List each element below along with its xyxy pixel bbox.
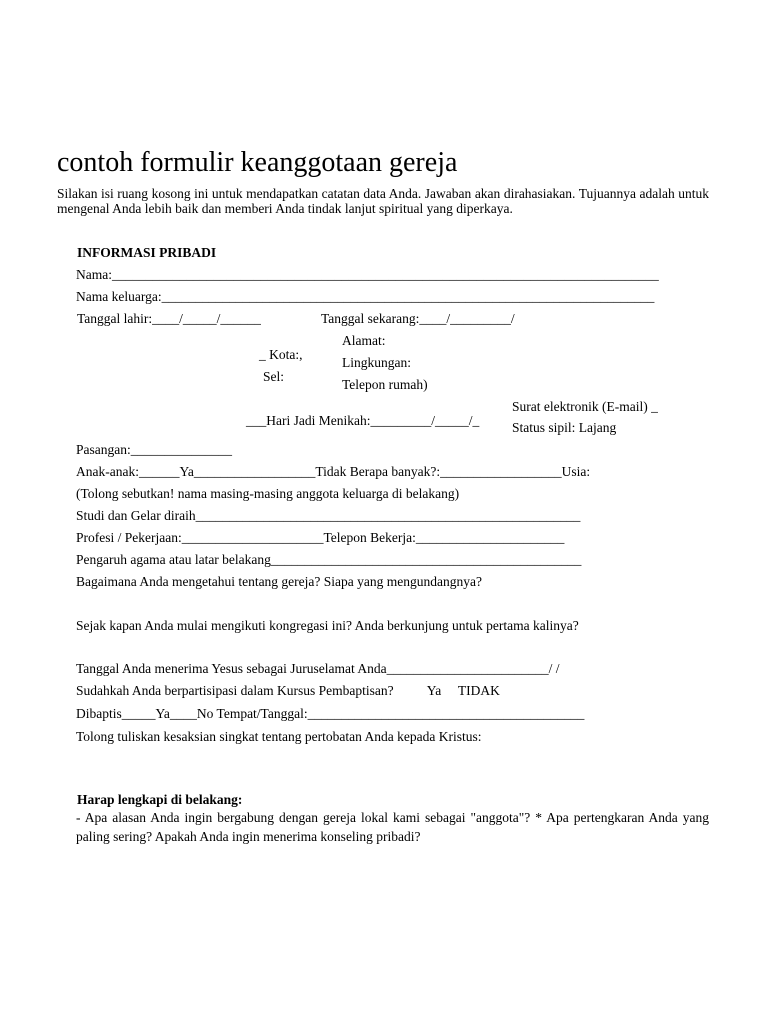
field-pengaruh: Pengaruh agama atau latar belakang______________________________________________ [76, 552, 582, 567]
field-telepon-rumah: Telepon rumah) [342, 377, 428, 392]
field-nama: Nama:_________________________________________________________________________________ [76, 267, 659, 282]
field-profesi: Profesi / Pekerjaan:_____________________Telepon Bekerja:______________________ [76, 530, 565, 545]
document-title: contoh formulir keanggotaan gereja [57, 147, 458, 178]
closing-paragraph: - Apa alasan Anda ingin bergabung dengan gereja lokal kami sebagai "anggota"? * Apa pertengkaran Anda yang paling sering? Apakah Anda ingin menerima konseling pribadi? [76, 810, 709, 844]
field-email: Surat elektronik (E-mail) _ [512, 399, 658, 414]
field-status-sipil: Status sipil: Lajang [512, 420, 617, 435]
field-sel: Sel: [263, 369, 285, 384]
field-pasangan: Pasangan:_______________ [76, 442, 232, 457]
intro-paragraph: Silakan isi ruang kosong ini untuk mendapatkan catatan data Anda. Jawaban akan dirahasiakan. Tujuannya adalah untuk mengenal Anda lebih baik dan memberi Anda tindak lanjut spiritual yang diperkaya. [57, 186, 709, 216]
field-dibaptis: Dibaptis_____Ya____No Tempat/Tanggal:_________________________________________ [76, 706, 585, 721]
question-sejak-kapan: Sejak kapan Anda mulai mengikuti kongregasi ini? Anda berkunjung untuk pertama kalinya? [76, 618, 579, 633]
field-tanggal-menerima: Tanggal Anda menerima Yesus sebagai Juruselamat Anda________________________/ / [76, 661, 560, 676]
section-heading: INFORMASI PRIBADI [77, 245, 217, 260]
field-lingkungan: Lingkungan: [342, 355, 411, 370]
field-kursus-pembaptisan: Sudahkah Anda berpartisipasi dalam Kursus Pembaptisan? Ya TIDAK [76, 683, 500, 698]
field-kota: _ Kota:, [259, 347, 303, 362]
field-alamat: Alamat: [342, 333, 386, 348]
note-tolong-sebutkan: (Tolong sebutkan! nama masing-masing anggota keluarga di belakang) [76, 486, 460, 501]
field-tanggal-sekarang: Tanggal sekarang:____/_________/ [321, 311, 515, 326]
field-tanggal-lahir: Tanggal lahir:____/_____/______ [77, 311, 261, 326]
field-hari-jadi: ___Hari Jadi Menikah:_________/_____/_ [246, 413, 480, 428]
question-bagaimana: Bagaimana Anda mengetahui tentang gereja? Siapa yang mengundangnya? [76, 574, 482, 589]
field-anak: Anak-anak:______Ya__________________Tidak Berapa banyak?:__________________Usia: [76, 464, 591, 479]
field-studi: Studi dan Gelar diraih_________________________________________________________ [76, 508, 581, 523]
closing-heading: Harap lengkapi di belakang: [77, 792, 243, 807]
question-kesaksian: Tolong tuliskan kesaksian singkat tentang pertobatan Anda kepada Kristus: [76, 729, 482, 744]
field-nama-keluarga: Nama keluarga:_________________________________________________________________________ [76, 289, 655, 304]
